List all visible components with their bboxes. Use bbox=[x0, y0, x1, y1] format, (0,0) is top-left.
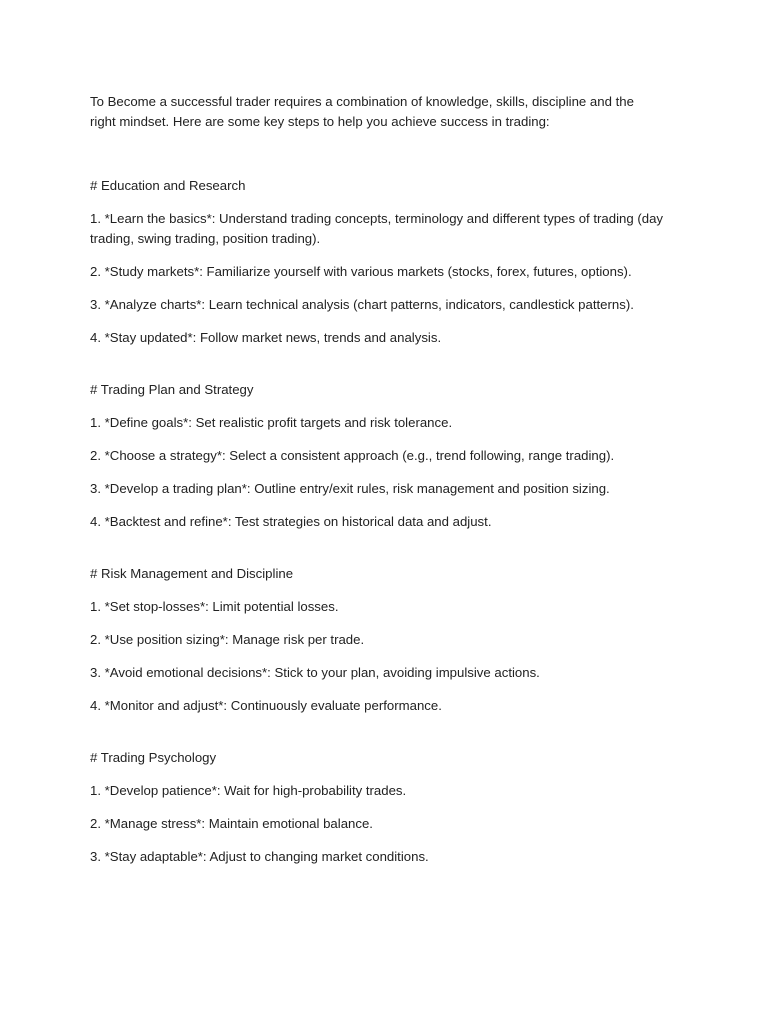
section-heading: # Trading Plan and Strategy bbox=[90, 382, 254, 397]
intro-paragraph: To Become a successful trader requires a combination of knowledge, skills, discipline and the right mindset. Here are some key steps to help you achieve success in trading: bbox=[90, 94, 634, 129]
list-item: 1. *Define goals*: Set realistic profit targets and risk tolerance. bbox=[90, 415, 453, 430]
list-item: 3. *Avoid emotional decisions*: Stick to your plan, avoiding impulsive actions. bbox=[90, 665, 540, 680]
section-heading: # Education and Research bbox=[90, 178, 246, 193]
list-item: 3. *Analyze charts*: Learn technical analysis (chart patterns, indicators, candlestick patterns). bbox=[90, 297, 634, 312]
list-item: 4. *Backtest and refine*: Test strategies on historical data and adjust. bbox=[90, 514, 492, 529]
section-heading: # Trading Psychology bbox=[90, 750, 217, 765]
section-risk-management-discipline bbox=[90, 564, 678, 716]
list-item: 1. *Set stop-losses*: Limit potential losses. bbox=[90, 599, 339, 614]
list-item: 3. *Develop a trading plan*: Outline entry/exit rules, risk management and position sizing. bbox=[90, 481, 610, 496]
list-item: 3. *Stay adaptable*: Adjust to changing market conditions. bbox=[90, 849, 429, 864]
section-heading: # Risk Management and Discipline bbox=[90, 566, 294, 581]
list-item: 4. *Stay updated*: Follow market news, trends and analysis. bbox=[90, 330, 442, 345]
list-item: 1. *Learn the basics*: Understand trading concepts, terminology and different types of trading (day trading, swing trading, position trading). bbox=[90, 211, 664, 246]
list-item: 1. *Develop patience*: Wait for high-probability trades. bbox=[90, 783, 407, 798]
list-item: 4. *Monitor and adjust*: Continuously evaluate performance. bbox=[90, 698, 442, 713]
list-item: 2. *Use position sizing*: Manage risk per trade. bbox=[90, 632, 365, 647]
list-item: 2. *Study markets*: Familiarize yourself with various markets (stocks, forex, futures, options). bbox=[90, 264, 632, 279]
section-trading-psychology bbox=[90, 748, 678, 867]
section-education-research bbox=[90, 176, 678, 348]
section-trading-plan-strategy bbox=[90, 380, 678, 532]
list-item: 2. *Choose a strategy*: Select a consistent approach (e.g., trend following, range trading). bbox=[90, 448, 615, 463]
list-item: 2. *Manage stress*: Maintain emotional balance. bbox=[90, 816, 373, 831]
